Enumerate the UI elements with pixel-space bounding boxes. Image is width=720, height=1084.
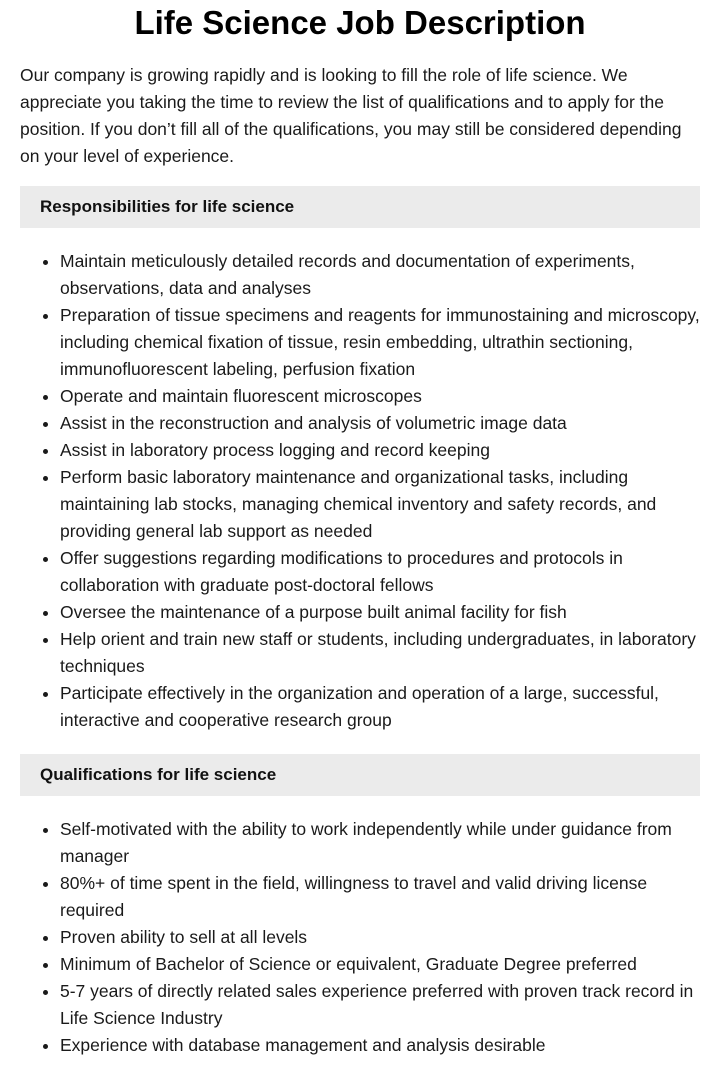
- page-title: Life Science Job Description: [134, 4, 586, 41]
- list-item: • 80%+ of time spent in the field, willingness to travel and valid driving license required: [60, 870, 700, 924]
- list-item: • Participate effectively in the organization and operation of a large, successful, interactive and cooperative research group: [60, 680, 700, 734]
- list-item: • Proven ability to sell at all levels: [60, 924, 700, 951]
- list-item: • Self-motivated with the ability to work independently while under guidance from manager: [60, 816, 700, 870]
- qualifications-list: [20, 816, 700, 1059]
- responsibilities-heading: Responsibilities for life science: [20, 186, 700, 228]
- list-item: • Oversee the maintenance of a purpose built animal facility for fish: [60, 599, 700, 626]
- responsibilities-list: [20, 248, 700, 734]
- list-item: • Preparation of tissue specimens and reagents for immunostaining and microscopy, including chemical fixation of tissue, resin embedding, ultrathin sectioning, immunofluorescent labeling, perfusion fixation: [60, 302, 700, 383]
- list-item: • Maintain meticulously detailed records and documentation of experiments, observations, data and analyses: [60, 248, 700, 302]
- list-item: • Assist in laboratory process logging and record keeping: [60, 437, 700, 464]
- list-item: • Help orient and train new staff or students, including undergraduates, in laboratory techniques: [60, 626, 700, 680]
- list-item: • Experience with database management and analysis desirable: [60, 1032, 700, 1059]
- list-item: • Minimum of Bachelor of Science or equivalent, Graduate Degree preferred: [60, 951, 700, 978]
- list-item: • Perform basic laboratory maintenance and organizational tasks, including maintaining lab stocks, managing chemical inventory and safety records, and providing general lab support as needed: [60, 464, 700, 545]
- list-item: • 5-7 years of directly related sales experience preferred with proven track record in Life Science Industry: [60, 978, 700, 1032]
- intro-paragraph: Our company is growing rapidly and is looking to fill the role of life science. We appreciate you taking the time to review the list of qualifications and to apply for the position. If you don’t fill all of the qualifications, you may still be considered depending on your level of experience.: [20, 65, 682, 166]
- list-item: • Assist in the reconstruction and analysis of volumetric image data: [60, 410, 700, 437]
- list-item: • Operate and maintain fluorescent microscopes: [60, 383, 700, 410]
- qualifications-heading: Qualifications for life science: [20, 754, 700, 796]
- list-item: • Offer suggestions regarding modifications to procedures and protocols in collaboration with graduate post-doctoral fellows: [60, 545, 700, 599]
